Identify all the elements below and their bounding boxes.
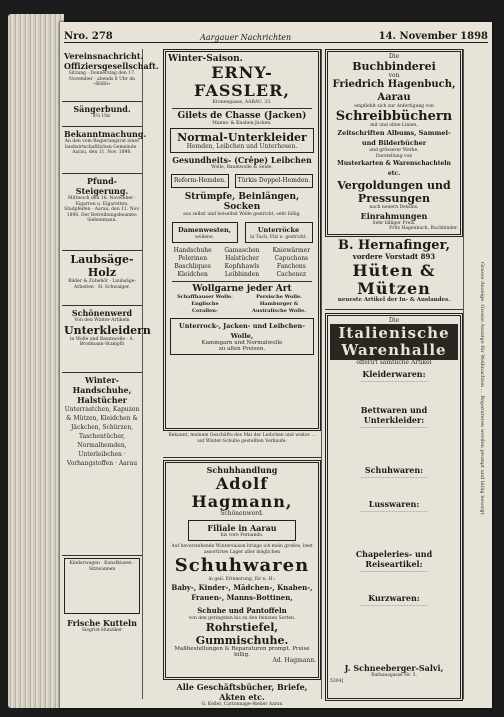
item-label: Kopfshawls: [224, 263, 260, 270]
ad-section: Lusswaren:: [368, 499, 420, 509]
ad-text: Kinderwagen · Kunstkissen · Sitzwannen: [69, 561, 135, 572]
ad-line: Filiale in Aarau: [207, 522, 277, 533]
ad-line-sub: in Tuch, Filz u. gestrickt.: [249, 234, 308, 240]
item-label: Cachenez: [276, 271, 307, 278]
ad-line: Gesundheits- (Crêpe) Leibchen: [172, 154, 312, 165]
column-4: [464, 49, 488, 699]
ad-title: Vereinsnachricht.: [64, 51, 144, 61]
ad-line: Schuhe und Pantoffeln: [197, 605, 287, 615]
ad-section: Schuhwaren:: [364, 465, 424, 475]
ad-line-sub: nach neuern Dessins.: [369, 205, 419, 210]
ad-line-sub: von den geringsten bis zu den feinsten Sorten.: [188, 615, 296, 621]
ad-line: Wollgarne jeder Art: [192, 284, 292, 294]
ad-text: Bilder & Zubehör · Laubsäge-Arbeiten · H. Schwaiger.: [68, 279, 136, 290]
firm-address: Schönenwerd.: [220, 510, 264, 517]
item-label: Kniewärmer: [272, 247, 311, 254]
ad-heading: Unterkleidern: [64, 323, 151, 337]
firm-address: vordere Vorstadt 893: [352, 252, 436, 261]
issue-date: 14. November 1898: [378, 31, 488, 42]
item-label: Baschliques: [174, 263, 211, 270]
ad-pfund: [62, 174, 142, 251]
item-label: Halstücher: [225, 255, 259, 262]
ad-text: An den vom Regierungsrat einer landwirtschaftlichen Gemeinde · Aarau, den 11. Nov. 1898.: [64, 139, 140, 155]
ad-kicker: Winter-Saison.: [168, 54, 243, 64]
ad-title: Winter-Handschuhe, Halstücher: [72, 375, 132, 405]
ad-box-tuerk: Türkis Doppel-Hemden.: [235, 174, 314, 188]
ad-line-sub: und grösserer Werke.: [369, 148, 419, 153]
ad-title: Schönenwerd: [71, 308, 133, 318]
firm-address: Kronengasse, AARAU, 33.: [212, 100, 272, 105]
ad-kicker: von: [388, 71, 400, 79]
ad-line: Normal-Unterkleider: [177, 131, 307, 144]
paper-title: Aargauer Nachrichten: [200, 33, 292, 42]
item-label: Leibbinden: [224, 271, 260, 278]
ad-verein: [62, 49, 159, 102]
item-label: Handschuhe: [173, 247, 212, 254]
book-edge: [8, 14, 64, 708]
ad-line-sub: Manns- & Knaben-Jacken.: [212, 120, 272, 126]
item-label: Pelerinen: [178, 255, 208, 262]
ad-keller: [163, 680, 321, 714]
ad-text: in Wolle und Baumwolle · A. Brodmann-Stampfli: [69, 336, 135, 347]
ad-kicker: Schuhhandlung: [206, 465, 278, 475]
ad-text: Unterrastchen, Kapuzen & Mützen, Kleidchen & Jäckchen, Schürzen, Taschentücher, Normalhemden, Unterleibchen · Vorhangstoffen · Aarau: [64, 406, 140, 467]
column-2: [163, 49, 322, 707]
wolle-grid: [168, 294, 316, 315]
ad-box-reform: Reform-Hemden.: [171, 174, 229, 188]
ad-winter: [62, 373, 142, 556]
ad-text: Sitzung · Donnerstag den 17. November · abends 8 Uhr im »Rößli«: [68, 71, 136, 87]
ad-headline: Schuhwaren: [174, 555, 310, 576]
firm-name: Friedrich Hagenbuch, Aarau: [332, 79, 456, 103]
ad-signature: Fritz Hagenbuch, Buchbinder.: [389, 226, 458, 231]
ad-line: Gilets de Chasse (Jacken): [177, 110, 307, 121]
ad-line: Gummischuhe.: [195, 634, 289, 647]
column-3: [325, 49, 464, 699]
ad-kicker: Die: [388, 53, 400, 60]
ad-line: Baby-, Kinder-, Mädchen-, Knaben-, Frauen-, Manns-Bottinen,: [171, 582, 313, 602]
ad-erny-fassler: [163, 49, 321, 431]
firm-name: B. Hernafinger,: [337, 238, 450, 253]
ad-section: Bettwaren und Unterkleider:: [360, 405, 428, 425]
ad-line-sub: Hemden, Leibchen und Unterhosen.: [186, 143, 298, 150]
ad-title: Frische Kutteln: [67, 618, 137, 628]
issue-number: Nro. 278: [64, 31, 113, 42]
ad-title: Pfund-Steigerung.: [75, 176, 129, 196]
ad-line: Rohrstiefel,: [205, 621, 279, 634]
ad-hagenbuch: [325, 49, 463, 237]
ad-line-sub: zu allen Preisen.: [218, 345, 266, 352]
ad-text: Von den Winter-Artikeln: [74, 318, 130, 323]
ad-kutteln: [62, 616, 142, 650]
ad-line-sub: neueste Artikel der In- & Auslandes.: [337, 297, 451, 303]
ad-schoenenwerd: [62, 306, 151, 373]
page-header: [64, 24, 488, 43]
column-1: [62, 49, 159, 699]
wolle-label: Corallen-: [192, 308, 218, 314]
firm-name: Adolf Hagmann,: [191, 474, 293, 511]
ad-title: Laubsäge-Holz: [70, 253, 134, 279]
ad-bekanntmachung: [62, 127, 147, 174]
items-grid: [168, 247, 316, 279]
ad-text: Auf bevorstehende Wintersaison bringe ich mein großes, best assortirtes Lager aller möglichen: [171, 544, 313, 555]
ad-text: Bekannt, meinem Geschäfte des Mai der Leibchen und weiter ... auf Winter-Schuhe gestellten Verkaufe.: [168, 433, 316, 444]
ad-headline: Schreibbüchern: [335, 108, 453, 124]
ad-text: 8¼ Uhr.: [92, 114, 112, 119]
wolle-label: Hamburger &: [259, 301, 299, 307]
ad-text: Mittwoch den 16. November · Eigarren u. Eigaretten, Stadpfeifen · Aarau, den 11. Nov. 1898. Der Betreibungsbeamte: Siebenmann.: [64, 196, 140, 223]
firm-address: Rathausgasse Nr. 3.: [371, 673, 417, 678]
item-label: Capuchons: [274, 255, 309, 262]
ad-title: Alle Geschäftsbücher, Briefe, Akten etc.: [176, 682, 308, 702]
ad-text: G. Keller, Cartonnage-Atelier Aarau: [201, 702, 283, 707]
ad-text: Sehr billiger Preis.: [372, 220, 416, 226]
ad-hernafinger: [325, 237, 463, 310]
firm-name: ERNY-FASSLER,: [194, 63, 290, 100]
ad-text: empfiehlt sich zur Anfertigung von: [354, 104, 434, 109]
wolle-label: Australische Wolle.: [252, 308, 306, 314]
ad-line-sub: bis vore Fernando.: [220, 532, 264, 538]
ad-line: Einrahmungen: [360, 210, 428, 221]
ad-text: Maßbestellungen & Reparaturen prompt. Preise billig.: [174, 646, 310, 658]
ad-headline: Hüten & Mützen: [352, 261, 436, 298]
ad-line: Damenwesten,: [177, 225, 232, 234]
ad-line-sub: wollene.: [194, 234, 215, 240]
ad-line-sub: Kammgarn und Normalwolle: [201, 340, 283, 346]
ad-hagmann: [163, 460, 321, 680]
ad-signature: Ad. Hagmann.: [272, 657, 316, 664]
ad-line-sub: mit und ohne Linien,: [370, 122, 418, 128]
ad-kicker: Die: [388, 317, 400, 324]
ad-section: Chapeleries- und Reiseartikel:: [355, 549, 433, 569]
newspaper-page: [60, 22, 492, 708]
ad-laubsaege: [62, 251, 142, 306]
ad-ital-warenhalle: Die Italienische Warenhalle offerirt sämtliche Artikel Kleiderwaren: ……………………………………… Bettwaren und Unterkleider: ……………………………………… Schuhwaren: ……………………………………… Lusswaren: ……………………………………… Chapeleries- und Reiseartikel: ……………………………………… Kurzwaren: ……………………………………… J. Schneeberger-Salvi, Rathausgasse Nr. 3. 5304]: [325, 313, 463, 701]
ad-saengerbund: [62, 102, 142, 127]
ad-kinderwagen: [64, 558, 140, 614]
ad-notice: [163, 431, 321, 458]
ad-line: Zeitschriften Albums, Sammel- und Bilderbücher: [337, 129, 451, 147]
ad-headline: Italienische Warenhalle: [330, 324, 458, 360]
ad-section: Kleiderwaren:: [362, 369, 426, 379]
ad-subtitle: Offiziersgesellschaft.: [64, 61, 159, 71]
ad-line: Buchbinderei: [352, 59, 436, 73]
ad-line: Unterrock-, Jacken- und Leibchen-Wolle,: [179, 322, 305, 340]
wolle-label: Englische: [191, 301, 219, 307]
ad-section: Kurzwaren:: [368, 593, 420, 603]
item-label: Fanchons: [276, 263, 306, 270]
ad-number: 5304]: [330, 678, 344, 684]
ad-title: Sängerbund.: [73, 104, 131, 114]
item-label: Kleidchen: [177, 271, 208, 278]
ad-line-sub: Wolle, Baumwolle & Seide.: [211, 164, 273, 170]
wolle-label: Schaffhauser Wolle.: [177, 294, 233, 300]
ad-line: Musterkarten & Warenschachteln etc.: [337, 160, 451, 177]
ad-text: Darstellung von: [375, 153, 413, 159]
ad-title: Bekanntmachung.: [64, 129, 147, 139]
ad-text: offerirt sämtliche Artikel: [356, 358, 432, 366]
ad-text: in geil. Erinnerung, für n. H.:: [208, 577, 276, 582]
firm-name: J. Schneeberger-Salvi,: [344, 663, 444, 673]
ad-line-sub: aus selbst und beiselbst Wolle gestrickt, sehr billig.: [183, 212, 301, 217]
ad-line: Unterröcke: [257, 225, 300, 234]
vertical-ad-text: Grosse Anzeige. Grosse Anzeige für Weihnachten ... Reparaturen werden prompt und billig besorgt.: [479, 261, 485, 517]
ad-text: Siegrist-Hunziker: [81, 628, 123, 633]
ad-line: Vergoldungen und Pressungen: [337, 179, 451, 205]
wolle-label: Persische Wolle.: [256, 294, 302, 300]
item-label: Gamaschen: [224, 247, 260, 254]
ad-line: Strümpfe, Beinlängen, Socken: [184, 192, 300, 212]
